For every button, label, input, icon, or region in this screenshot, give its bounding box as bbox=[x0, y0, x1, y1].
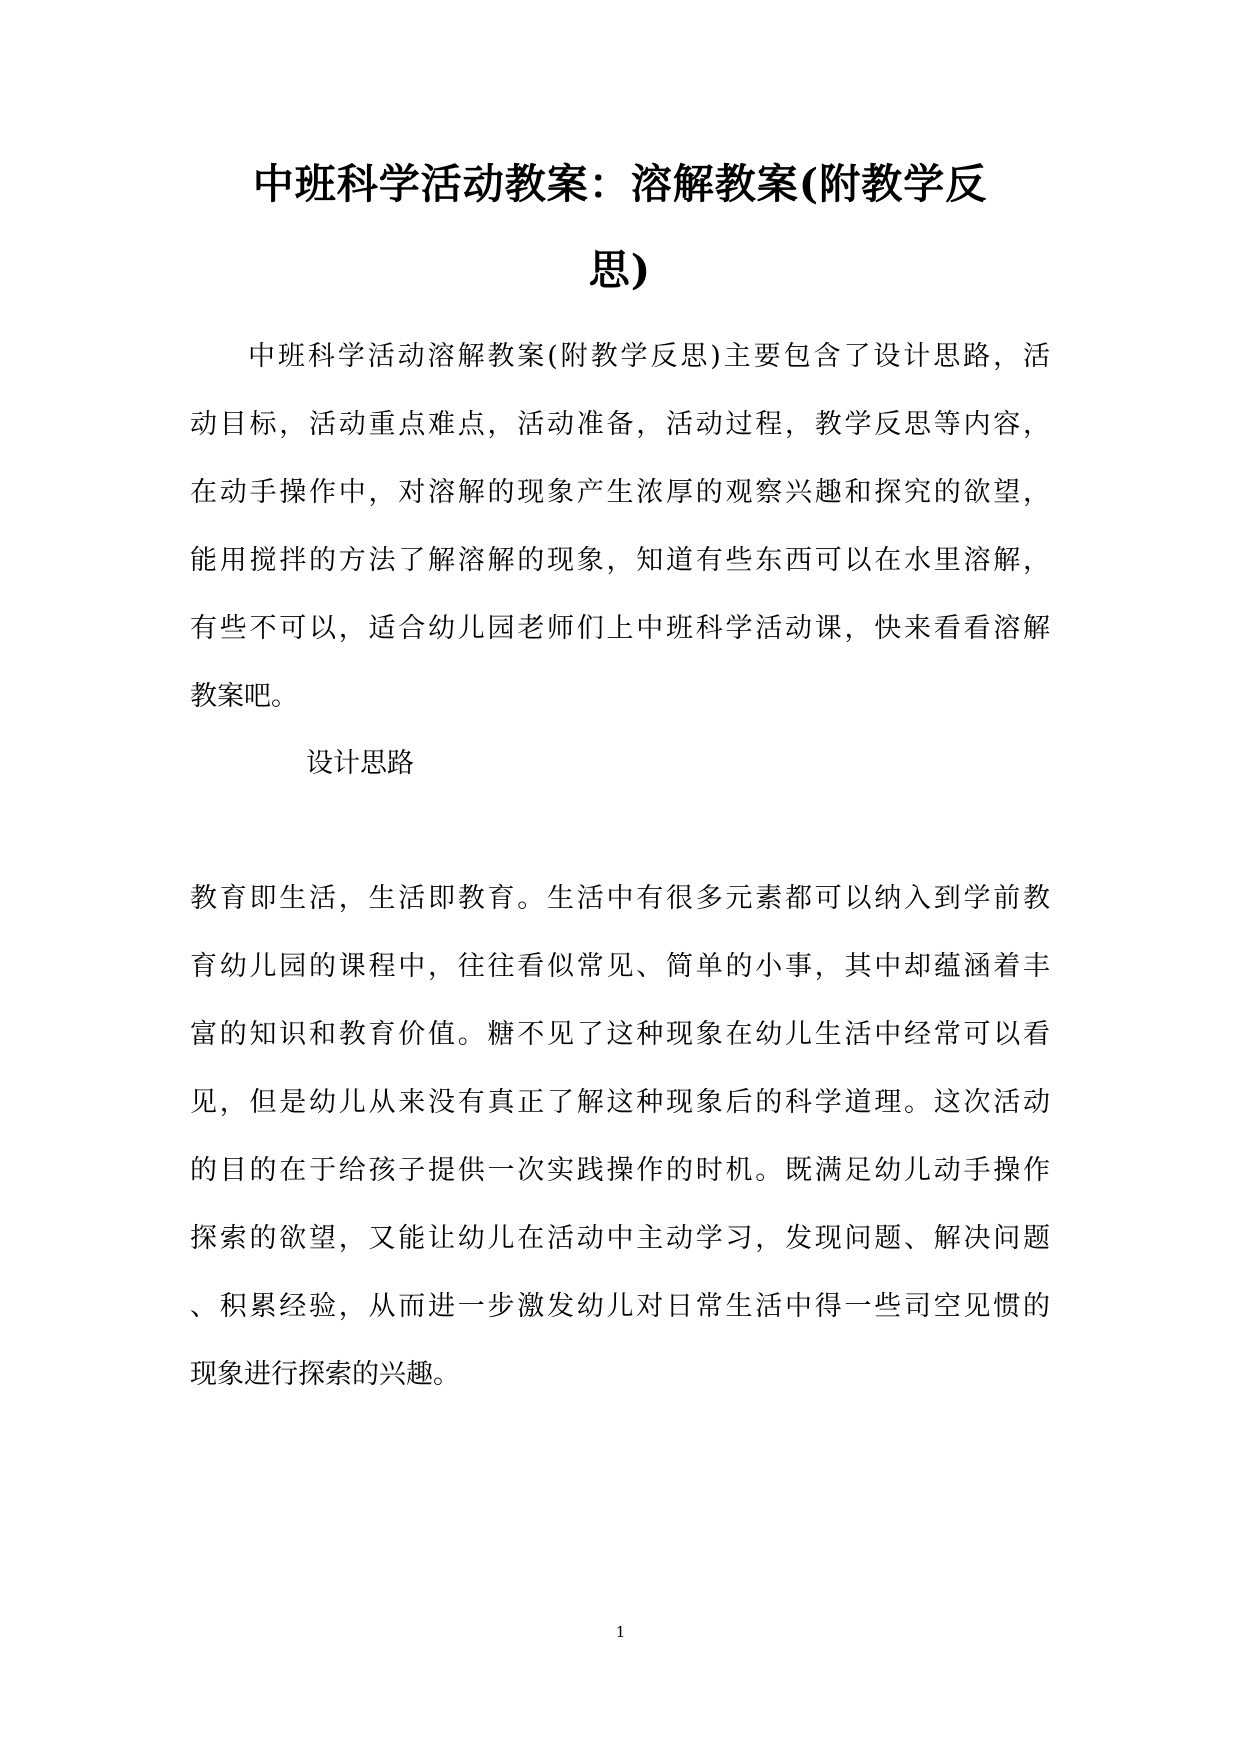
body-line-7: 、积累经验，从而进一步激发幼儿对日常生活中得一些司空见惯的 bbox=[190, 1291, 1050, 1322]
body-line-4: 见，但是幼儿从来没有真正了解这种现象后的科学道理。这次活动 bbox=[190, 1087, 1050, 1118]
intro-line-4: 能用搅拌的方法了解溶解的现象，知道有些东西可以在水里溶解， bbox=[190, 545, 1050, 576]
intro-line-3: 在动手操作中，对溶解的现象产生浓厚的观察兴趣和探究的欲望， bbox=[190, 477, 1050, 508]
intro-line-5: 有些不可以，适合幼儿园老师们上中班科学活动课，快来看看溶解 bbox=[190, 613, 1050, 644]
body-line-8: 现象进行探索的兴趣。 bbox=[190, 1359, 460, 1390]
section-heading-design-idea: 设计思路 bbox=[306, 748, 414, 779]
intro-line-1: 中班科学活动溶解教案(附教学反思)主要包含了设计思路，活 bbox=[248, 341, 1050, 372]
body-line-6: 探索的欲望，又能让幼儿在活动中主动学习，发现问题、解决问题 bbox=[190, 1223, 1050, 1254]
document-title-line-1: 中班科学活动教案：溶解教案(附教学反 bbox=[252, 160, 988, 208]
body-line-5: 的目的在于给孩子提供一次实践操作的时机。既满足幼儿动手操作 bbox=[190, 1155, 1050, 1186]
document-title-line-2: 思) bbox=[588, 246, 652, 294]
body-line-1: 教育即生活，生活即教育。生活中有很多元素都可以纳入到学前教 bbox=[190, 883, 1050, 914]
intro-line-6: 教案吧。 bbox=[190, 681, 298, 712]
body-line-3: 富的知识和教育价值。糖不见了这种现象在幼儿生活中经常可以看 bbox=[190, 1019, 1050, 1050]
page-number: 1 bbox=[615, 1623, 626, 1641]
intro-line-2: 动目标，活动重点难点，活动准备，活动过程，教学反思等内容， bbox=[190, 409, 1050, 440]
body-line-2: 育幼儿园的课程中，往往看似常见、简单的小事，其中却蕴涵着丰 bbox=[190, 951, 1050, 982]
